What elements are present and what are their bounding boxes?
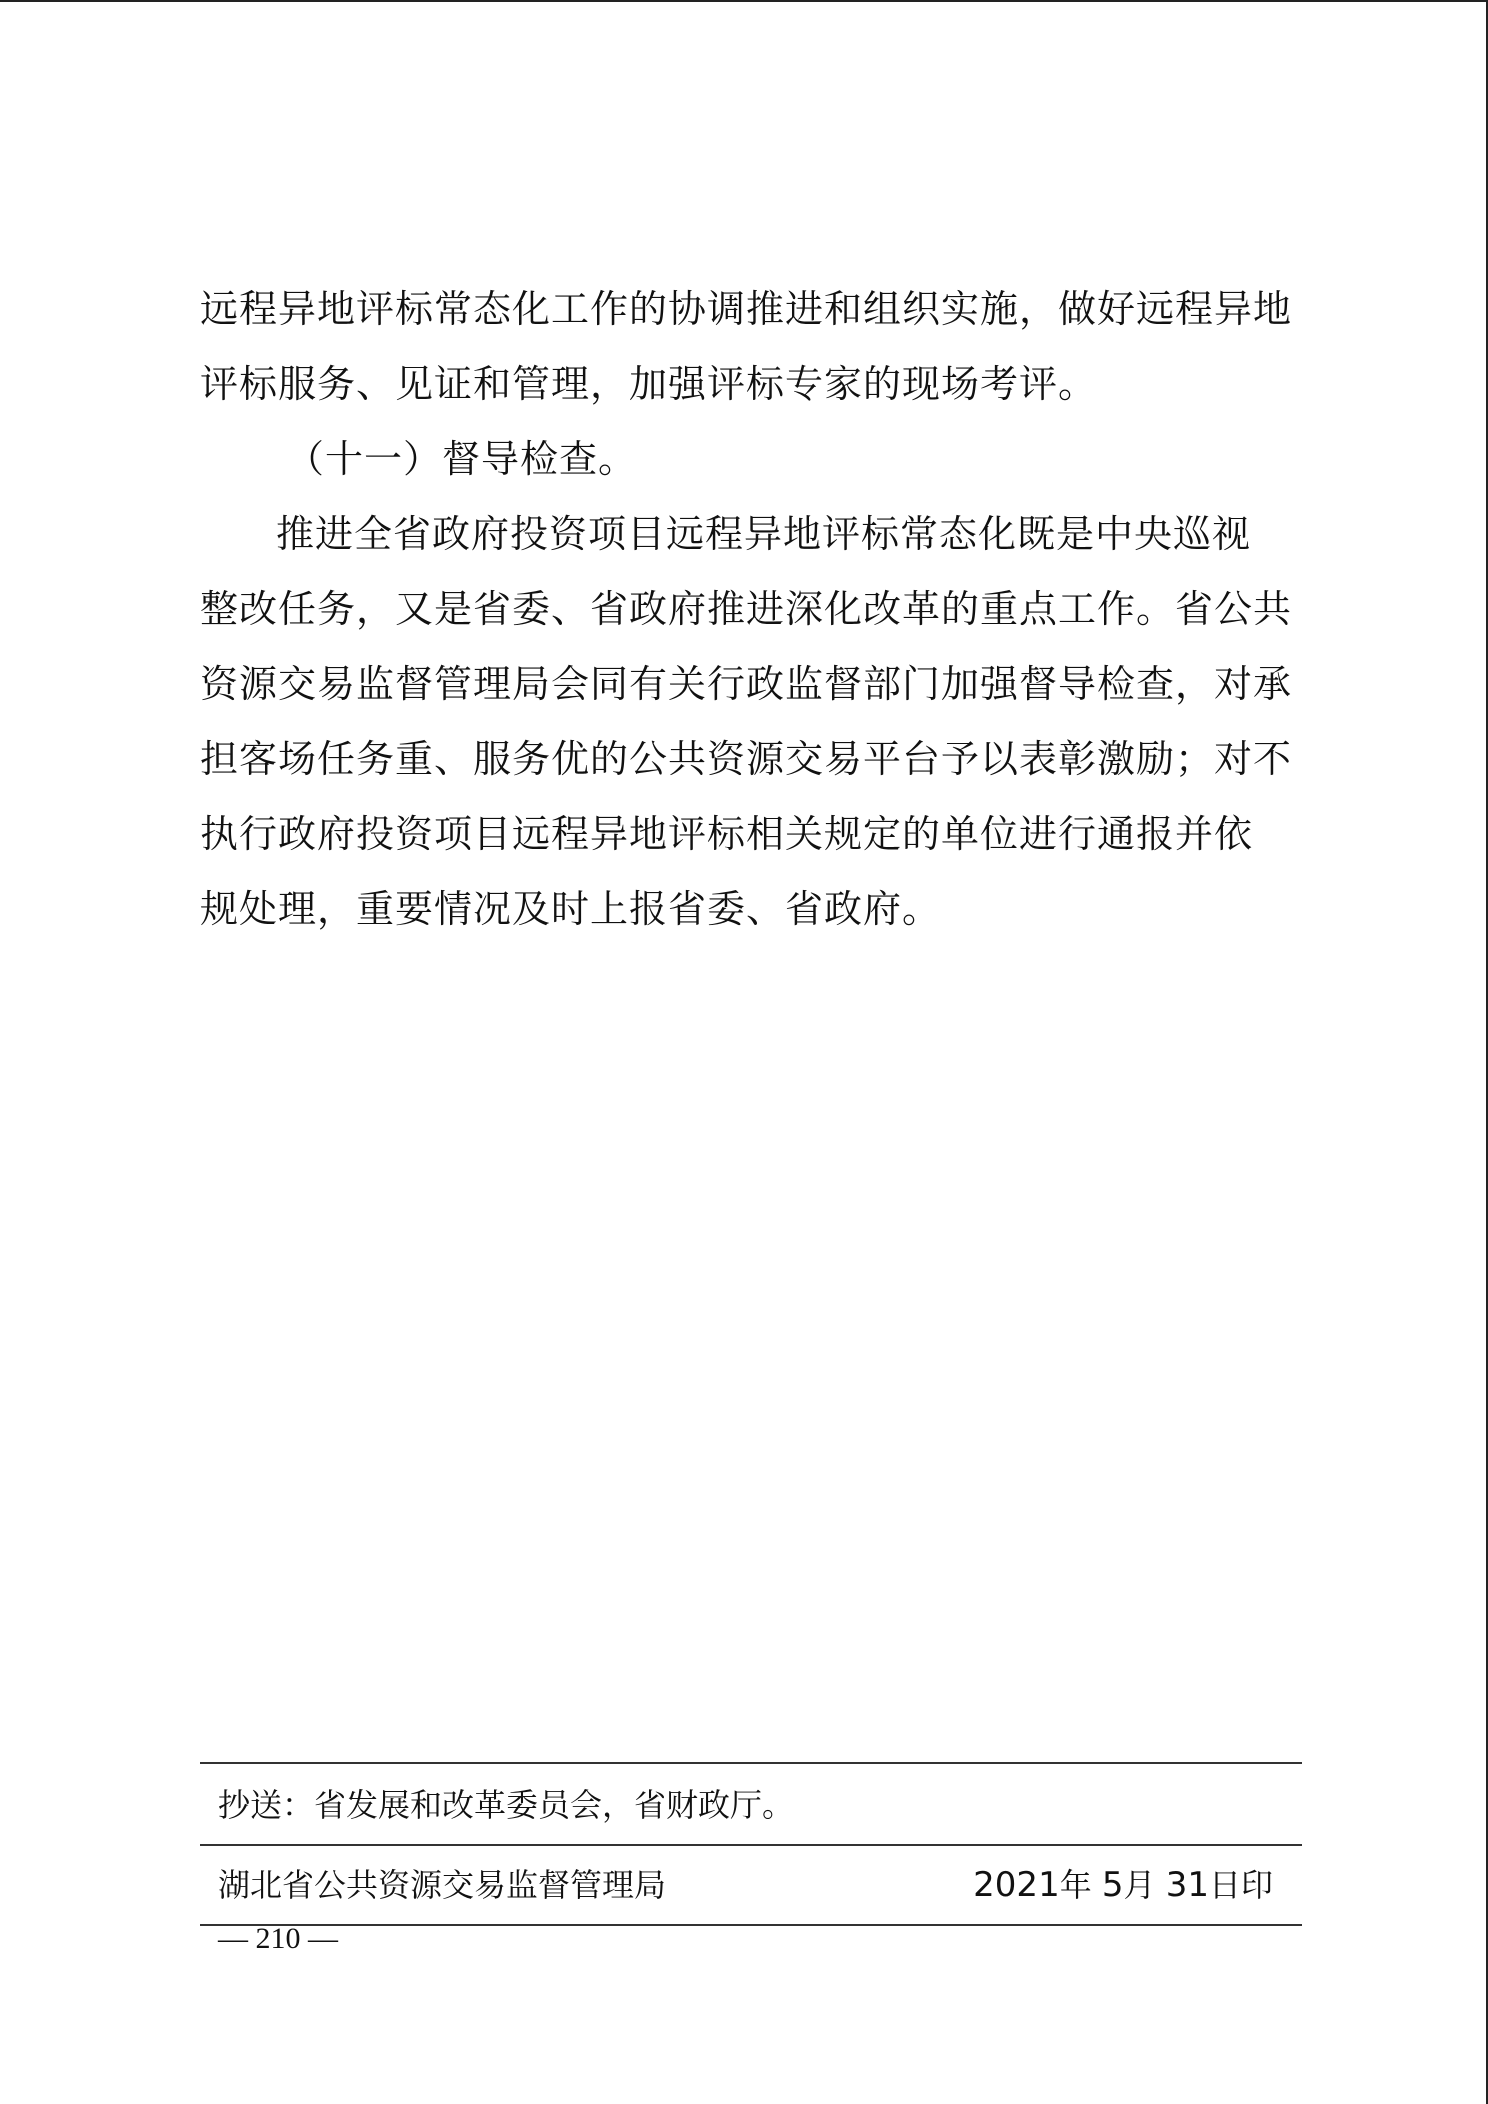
body-line: 资源交易监督管理局会同有关行政监督部门加强督导检查，对承 xyxy=(200,662,1293,706)
print-year-unit: 年 xyxy=(1059,1866,1092,1904)
body-line: 担客场任务重、服务优的公共资源交易平台予以表彰激励；对不 xyxy=(200,737,1293,781)
page-number: — 210 — xyxy=(218,1922,338,1955)
body-line: 评标服务、见证和管理，加强评标专家的现场考评。 xyxy=(200,362,1098,406)
footer-rule-middle xyxy=(200,1844,1302,1846)
cc-line: 抄送：省发展和改革委员会，省财政厅。 xyxy=(218,1786,795,1824)
print-month-unit: 月 xyxy=(1123,1866,1156,1904)
print-year: 2021 xyxy=(973,1865,1060,1905)
body-line: 规处理，重要情况及时上报省委、省政府。 xyxy=(200,887,942,931)
body-line: 执行政府投资项目远程异地评标相关规定的单位进行通报并依 xyxy=(200,812,1254,856)
footer-rule-bottom xyxy=(200,1924,1302,1926)
print-day-unit: 日印 xyxy=(1208,1866,1273,1904)
print-day: 31 xyxy=(1165,1865,1209,1905)
section-heading: （十一）督导检查。 xyxy=(286,437,638,481)
body-text xyxy=(200,272,1300,947)
footer-rule-top xyxy=(200,1762,1302,1764)
issuer-name: 湖北省公共资源交易监督管理局 xyxy=(218,1866,667,1904)
body-line: 远程异地评标常态化工作的协调推进和组织实施，做好远程异地 xyxy=(200,287,1293,331)
body-line: 整改任务，又是省委、省政府推进深化改革的重点工作。省公共 xyxy=(200,587,1293,631)
print-date xyxy=(973,1860,1273,1906)
body-line: 推进全省政府投资项目远程异地评标常态化既是中央巡视 xyxy=(276,512,1252,556)
print-month: 5 xyxy=(1101,1865,1124,1905)
